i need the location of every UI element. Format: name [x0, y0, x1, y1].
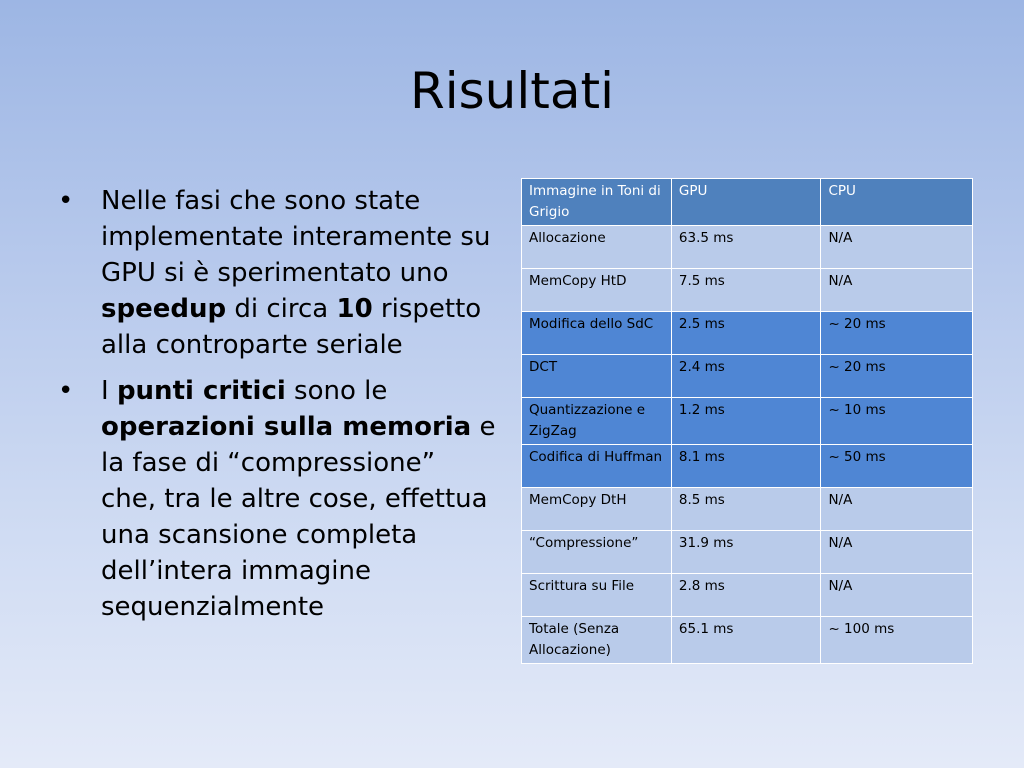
gpu-time-cell: 1.2 ms: [671, 398, 821, 445]
phase-cell: Codifica di Huffman: [522, 445, 672, 488]
header-cell-gpu: GPU: [671, 179, 821, 226]
bullet-text: sono le: [285, 376, 388, 406]
gpu-time-cell: 65.1 ms: [671, 617, 821, 664]
gpu-time-cell: 8.5 ms: [671, 488, 821, 531]
table-row: [522, 531, 973, 574]
table-row: [522, 226, 973, 269]
table-row: [522, 617, 973, 664]
table-row: [522, 269, 973, 312]
table-row: [522, 355, 973, 398]
header-cell-cpu: CPU: [821, 179, 973, 226]
phase-cell: Scrittura su File: [522, 574, 672, 617]
gpu-time-cell: 2.8 ms: [671, 574, 821, 617]
gpu-time-cell: 8.1 ms: [671, 445, 821, 488]
bullet-text: Nelle fasi che sono state implementate interamente su GPU si è sperimentato uno: [101, 186, 491, 288]
bullet-item-critical-points: [58, 373, 498, 625]
phase-cell: Modifica dello SdC: [522, 312, 672, 355]
phase-cell: DCT: [522, 355, 672, 398]
cpu-time-cell: ~ 10 ms: [821, 398, 973, 445]
phase-cell: MemCopy HtD: [522, 269, 672, 312]
bullet-list: [58, 183, 498, 635]
phase-cell: MemCopy DtH: [522, 488, 672, 531]
cpu-time-cell: ~ 100 ms: [821, 617, 973, 664]
cpu-time-cell: ~ 20 ms: [821, 355, 973, 398]
bullet-item-speedup: [58, 183, 498, 363]
bullet-text: e la fase di “compressione” che, tra le altre cose, effettua una scansione completa dell’intera immagine sequenzialmente: [101, 412, 496, 622]
bullet-bold-text: punti critici: [116, 376, 286, 406]
table-row: [522, 398, 973, 445]
phase-cell: Quantizzazione e ZigZag: [522, 398, 672, 445]
phase-cell: Totale (Senza Allocazione): [522, 617, 672, 664]
cpu-time-cell: N/A: [821, 574, 973, 617]
phase-cell: Allocazione: [522, 226, 672, 269]
slide-title: Risultati: [409, 62, 614, 120]
phase-cell: “Compressione”: [522, 531, 672, 574]
bullet-bold-text: speedup: [101, 294, 227, 324]
cpu-time-cell: N/A: [821, 226, 973, 269]
cpu-time-cell: N/A: [821, 531, 973, 574]
cpu-time-cell: ~ 20 ms: [821, 312, 973, 355]
results-table: [521, 178, 973, 664]
bullet-text: I: [101, 376, 117, 406]
bullet-text: rispetto alla controparte seriale: [101, 294, 482, 360]
gpu-time-cell: 63.5 ms: [671, 226, 821, 269]
bullet-bold-text: 10: [336, 294, 373, 324]
table-row: [522, 445, 973, 488]
bullet-bold-text: operazioni sulla memoria: [101, 412, 472, 442]
gpu-time-cell: 2.4 ms: [671, 355, 821, 398]
table-row: [522, 312, 973, 355]
header-cell-image: Immagine in Toni di Grigio: [522, 179, 672, 226]
gpu-time-cell: 31.9 ms: [671, 531, 821, 574]
cpu-time-cell: N/A: [821, 488, 973, 531]
gpu-time-cell: 2.5 ms: [671, 312, 821, 355]
table-row: [522, 574, 973, 617]
table-header-row: [522, 179, 973, 226]
gpu-time-cell: 7.5 ms: [671, 269, 821, 312]
cpu-time-cell: N/A: [821, 269, 973, 312]
cpu-time-cell: ~ 50 ms: [821, 445, 973, 488]
bullet-text: di circa: [226, 294, 337, 324]
table-row: [522, 488, 973, 531]
